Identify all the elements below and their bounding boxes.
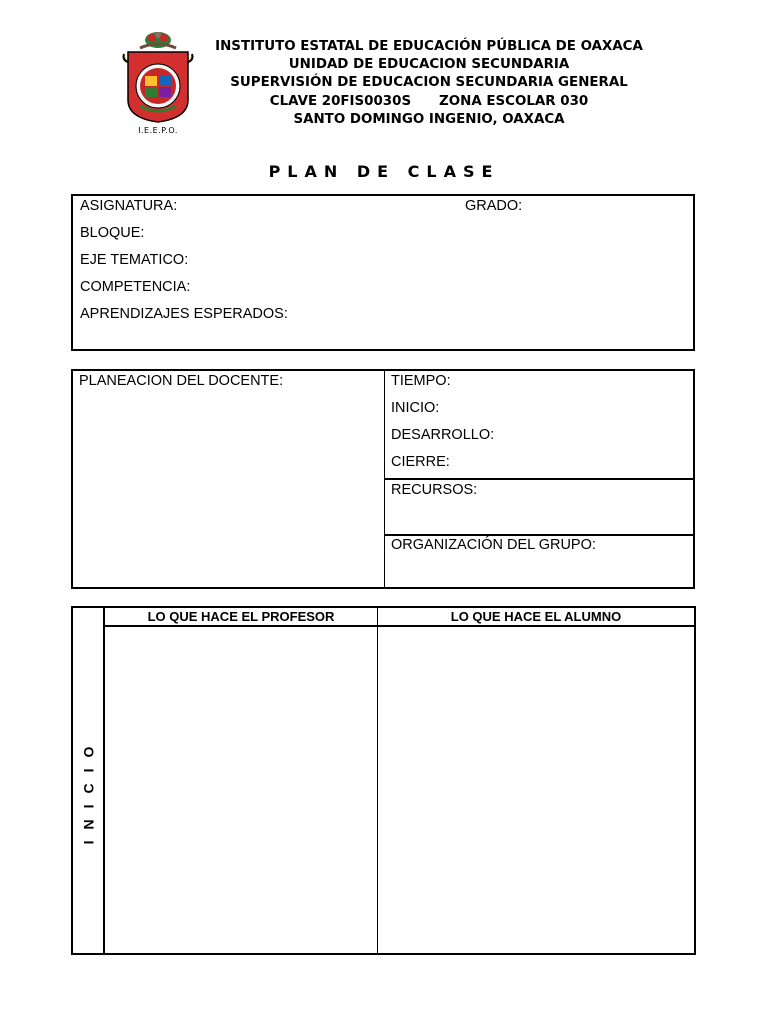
- alumno-column-header: LO QUE HACE EL ALUMNO: [450, 609, 622, 624]
- organizacion-divider: [385, 534, 693, 536]
- institution-heading: [200, 38, 658, 129]
- profesor-activity-cell[interactable]: [105, 627, 377, 953]
- unit-line: UNIDAD DE EDUCACION SECUNDARIA: [288, 57, 570, 73]
- location-line: SANTO DOMINGO INGENIO, OAXACA: [293, 111, 565, 127]
- phase-label-cell: [73, 627, 103, 953]
- desarrollo-label[interactable]: DESARROLLO:: [391, 427, 495, 443]
- ieepo-logo: [118, 30, 198, 142]
- eje-tematico-field[interactable]: EJE TEMATICO:: [80, 252, 189, 268]
- tiempo-label[interactable]: TIEMPO:: [391, 373, 451, 389]
- activity-table: [71, 606, 696, 955]
- institution-line: INSTITUTO ESTATAL DE EDUCACIÓN PÚBLICA DE OAXACA: [215, 39, 643, 54]
- recursos-cell[interactable]: RECURSOS:: [391, 482, 478, 498]
- cierre-label[interactable]: CIERRE:: [391, 454, 450, 470]
- grado-field[interactable]: GRADO:: [465, 198, 523, 214]
- alumno-activity-cell[interactable]: [378, 627, 694, 953]
- organizacion-cell[interactable]: ORGANIZACIÓN DEL GRUPO:: [391, 537, 596, 553]
- supervision-line: SUPERVISIÓN DE EDUCACION SECUNDARIA GENERAL: [230, 75, 628, 91]
- page-title: PLAN DE CLASE: [268, 162, 500, 181]
- general-info-box: [71, 194, 695, 351]
- planeacion-docente-cell[interactable]: PLANEACION DEL DOCENTE:: [79, 373, 284, 389]
- clave-zona-line: CLAVE 20FIS0030S ZONA ESCOLAR 030: [269, 93, 589, 109]
- planeacion-box: [71, 369, 695, 589]
- profesor-column-header: LO QUE HACE EL PROFESOR: [147, 609, 335, 624]
- inicio-label[interactable]: INICIO:: [391, 400, 440, 416]
- logo-caption: I.E.E.P.O.: [138, 126, 178, 135]
- phase-label: INICIO: [80, 735, 96, 845]
- asignatura-field[interactable]: ASIGNATURA:: [80, 198, 178, 214]
- aprendizajes-field[interactable]: APRENDIZAJES ESPERADOS:: [80, 306, 288, 322]
- recursos-divider: [385, 478, 693, 480]
- document-header: [0, 0, 768, 145]
- competencia-field[interactable]: COMPETENCIA:: [80, 279, 191, 295]
- bloque-field[interactable]: BLOQUE:: [80, 225, 145, 241]
